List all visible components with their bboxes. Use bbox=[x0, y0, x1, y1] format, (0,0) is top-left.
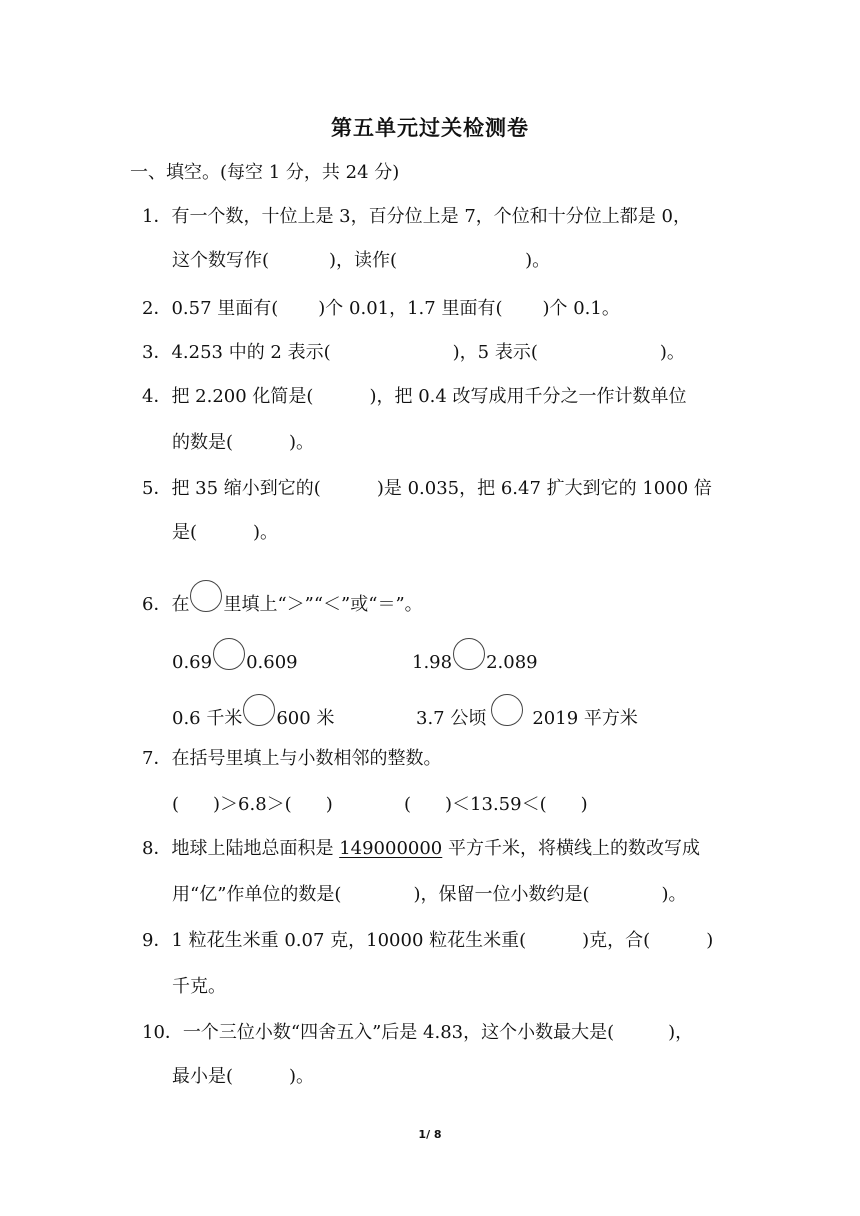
question-7-part-a bbox=[172, 792, 333, 818]
q5-text-c: 是( bbox=[172, 522, 198, 543]
q6-text-a: 6．在 bbox=[142, 594, 190, 615]
q8-text-e: )。 bbox=[661, 884, 687, 905]
question-4-line-1 bbox=[142, 384, 687, 410]
q9-text-c: ) bbox=[706, 930, 714, 951]
q6-value: 0.69 bbox=[172, 652, 213, 673]
q1-text-b: )，读作( bbox=[329, 250, 398, 271]
question-1-line-2 bbox=[172, 248, 550, 274]
q6-text-b: 里填上“＞”“＜”或“＝”。 bbox=[223, 594, 423, 615]
page-title: 第五单元过关检测卷 bbox=[331, 116, 529, 140]
page-number: 1/ 8 bbox=[418, 1128, 442, 1141]
q7-text: ) bbox=[325, 794, 333, 815]
question-6-row-1b bbox=[412, 644, 538, 676]
q8-text-b: 平方千米，将横线上的数改写成 bbox=[442, 838, 700, 859]
question-2 bbox=[142, 296, 620, 322]
q2-text-b: )个 0.01，1.7 里面有( bbox=[318, 298, 503, 319]
q8-text-a: 8．地球上陆地总面积是 bbox=[142, 838, 340, 859]
q7-text: ) bbox=[580, 794, 588, 815]
q7-text: ( bbox=[172, 794, 180, 815]
q2-text-a: 2．0.57 里面有( bbox=[142, 298, 279, 319]
q1-text-c: )。 bbox=[525, 250, 551, 271]
question-9-line-1 bbox=[142, 928, 713, 954]
q4-text-a: 4．把 2.200 化简是( bbox=[142, 386, 314, 407]
underlined-number: 149000000 bbox=[339, 838, 443, 859]
section-heading: 一、填空。(每空 1 分，共 24 分) bbox=[130, 162, 400, 183]
question-4-line-2 bbox=[172, 430, 314, 456]
question-5-line-1 bbox=[142, 476, 712, 502]
q8-text-d: )，保留一位小数约是( bbox=[413, 884, 590, 905]
compare-circle-icon[interactable] bbox=[453, 638, 485, 670]
question-3 bbox=[142, 340, 685, 366]
q1-text-a: 这个数写作( bbox=[172, 250, 270, 271]
q7-text: ( bbox=[404, 794, 412, 815]
q6-value: 0.609 bbox=[246, 652, 298, 673]
question-6 bbox=[142, 586, 423, 618]
q7-text: )＜13.59＜( bbox=[445, 794, 547, 815]
q7-text: )＞6.8＞( bbox=[213, 794, 292, 815]
q10-text-b: )， bbox=[668, 1022, 694, 1043]
question-1-line-1: 1．有一个数，十位上是 3，百分位上是 7，个位和十分位上都是 0， bbox=[142, 206, 691, 227]
q6-value: 0.6 千米 bbox=[172, 708, 243, 729]
q6-value: 1.98 bbox=[412, 652, 453, 673]
q6-value: 600 米 bbox=[276, 708, 335, 729]
question-10-line-1 bbox=[142, 1020, 693, 1046]
question-5-line-2 bbox=[172, 520, 278, 546]
q6-value: 2.089 bbox=[486, 652, 538, 673]
question-8-line-1 bbox=[142, 836, 700, 862]
q9-text-a: 9．1 粒花生米重 0.07 克，10000 粒花生米重( bbox=[142, 930, 527, 951]
compare-circle-icon[interactable] bbox=[491, 694, 523, 726]
q10-text-c: 最小是( bbox=[172, 1066, 234, 1087]
q5-text-d: )。 bbox=[253, 522, 279, 543]
compare-circle-icon[interactable] bbox=[213, 638, 245, 670]
q4-text-b: )，把 0.4 改写成用千分之一作计数单位 bbox=[369, 386, 687, 407]
q10-text-a: 10．一个三位小数“四舍五入”后是 4.83，这个小数最大是( bbox=[142, 1022, 615, 1043]
question-7: 7．在括号里填上与小数相邻的整数。 bbox=[142, 748, 442, 769]
question-9-line-2: 千克。 bbox=[172, 976, 226, 997]
q5-text-a: 5．把 35 缩小到它的( bbox=[142, 478, 321, 499]
q6-value: 2019 平方米 bbox=[532, 708, 638, 729]
question-7-part-b bbox=[404, 792, 588, 818]
question-8-line-2 bbox=[172, 882, 687, 908]
q8-text-c: 用“亿”作单位的数是( bbox=[172, 884, 342, 905]
compare-circle-icon[interactable] bbox=[243, 694, 275, 726]
question-6-row-2b bbox=[416, 700, 638, 732]
q2-text-c: )个 0.1。 bbox=[542, 298, 620, 319]
q3-text-a: 3．4.253 中的 2 表示( bbox=[142, 342, 331, 363]
q5-text-b: )是 0.035，把 6.47 扩大到它的 1000 倍 bbox=[376, 478, 712, 499]
question-6-row-1a bbox=[172, 644, 298, 676]
q6-value: 3.7 公顷 bbox=[416, 708, 487, 729]
q4-text-d: )。 bbox=[289, 432, 315, 453]
q4-text-c: 的数是( bbox=[172, 432, 234, 453]
question-6-row-2a bbox=[172, 700, 334, 732]
q9-text-b: )克，合( bbox=[582, 930, 651, 951]
question-10-line-2 bbox=[172, 1064, 314, 1090]
q10-text-d: )。 bbox=[289, 1066, 315, 1087]
q3-text-c: )。 bbox=[659, 342, 685, 363]
compare-circle-icon[interactable] bbox=[190, 580, 222, 612]
q3-text-b: )，5 表示( bbox=[452, 342, 538, 363]
